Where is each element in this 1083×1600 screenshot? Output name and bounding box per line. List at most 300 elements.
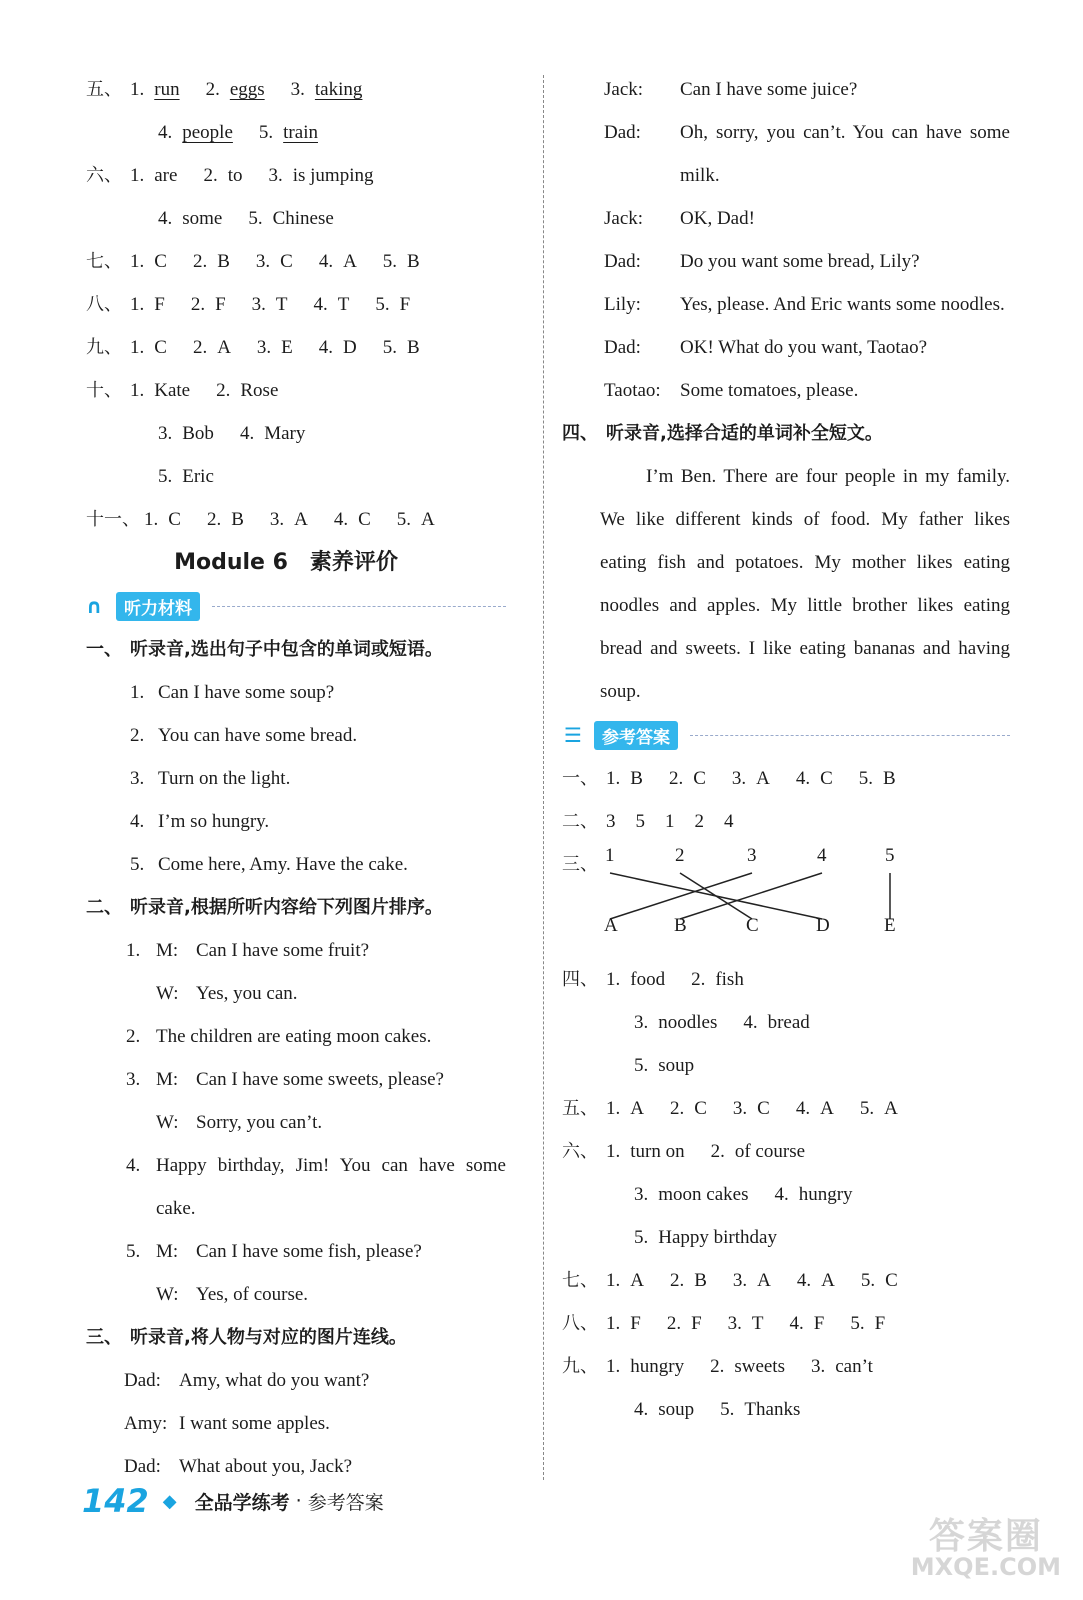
answer-item	[797, 1259, 835, 1302]
item-number: 4.	[774, 1184, 789, 1205]
answer-label: 一、	[562, 768, 598, 789]
section-2-heading	[86, 886, 506, 929]
item-text: F	[691, 1313, 702, 1334]
item-number: 5.	[382, 251, 398, 272]
item-number: 5.	[850, 1313, 865, 1334]
answer-label: 五、	[562, 1098, 598, 1119]
item-number: 2.	[206, 509, 222, 530]
item-text: of course	[734, 1141, 806, 1162]
item-number: 1.	[130, 682, 145, 703]
item-text: can’t	[835, 1356, 873, 1377]
item-number: 4.	[795, 1098, 811, 1119]
item-text: sweets	[734, 1356, 785, 1377]
answer-label: 六、	[86, 165, 122, 186]
matching-lines	[562, 843, 1002, 958]
item-text: run	[154, 79, 180, 100]
item-text: hungry	[798, 1184, 853, 1205]
match-number: 5	[885, 845, 895, 866]
answer-row	[86, 455, 506, 498]
listening-item	[86, 671, 506, 714]
answer-item	[634, 1173, 748, 1216]
item-number: 2.	[669, 1098, 685, 1119]
item-text: C	[693, 768, 706, 789]
listening-line	[86, 1273, 506, 1316]
speaker: M:	[156, 1069, 179, 1090]
answer-row	[562, 1345, 1010, 1388]
dialogue-line	[604, 369, 1010, 412]
speaker: Amy:	[124, 1413, 168, 1434]
answer-item	[240, 412, 305, 455]
item-text: F	[154, 294, 165, 315]
item-text: I’m so hungry.	[158, 811, 270, 832]
answer-item	[259, 111, 318, 154]
answer-item	[606, 958, 665, 1001]
answer-label: 八、	[86, 294, 122, 315]
answer-item	[670, 1259, 707, 1302]
answer-item	[606, 1345, 684, 1388]
line-text: Yes, please. And Eric wants some noodles.	[680, 294, 1005, 315]
listening-item	[86, 757, 506, 800]
answer-label: 九、	[562, 1356, 598, 1377]
section-1-heading	[86, 628, 506, 671]
section-1-list	[86, 671, 506, 886]
line-text: OK, Dad!	[680, 208, 755, 229]
answer-item	[130, 283, 165, 326]
answer-item	[334, 498, 371, 541]
item-number: 3.	[290, 79, 305, 100]
answer-item	[191, 283, 226, 326]
listening-line	[86, 929, 506, 972]
answer-label: 八、	[562, 1313, 598, 1334]
answer-label: 七、	[86, 251, 122, 272]
item-text: Turn on the light.	[158, 768, 291, 789]
line-text: OK! What do you want, Taotao?	[680, 337, 928, 358]
item-number: 5.	[858, 768, 874, 789]
answer-item	[790, 1302, 825, 1345]
match-line	[680, 873, 822, 919]
line-text: Yes, of course.	[196, 1284, 309, 1305]
answer-item	[710, 1345, 785, 1388]
answer-label: 四、	[562, 969, 598, 990]
item-number: 4.	[634, 1399, 649, 1420]
headphones-icon: ∩	[86, 594, 103, 618]
item-text: C	[358, 509, 371, 530]
watermark	[911, 1508, 1061, 1581]
section-3-heading	[86, 1316, 506, 1359]
item-number: 4.	[313, 294, 328, 315]
item-text: B	[217, 251, 230, 272]
item-number: 5.	[396, 509, 412, 530]
item-text: A	[217, 337, 231, 358]
match-number: 1	[605, 845, 615, 866]
module-title	[66, 541, 506, 584]
item-text: are	[154, 165, 178, 186]
line-text: What about you, Jack?	[179, 1456, 353, 1477]
item-number: 1.	[606, 1141, 621, 1162]
item-number: 1.	[606, 1270, 621, 1291]
item-number	[126, 972, 156, 1015]
item-text: C	[820, 768, 833, 789]
answer-label: 十、	[86, 380, 122, 401]
answer-row	[562, 1388, 1010, 1431]
item-text: Bob	[182, 423, 214, 444]
answer-item	[634, 1001, 717, 1044]
item-text: A	[630, 1270, 644, 1291]
item-number: 4.	[743, 1012, 758, 1033]
line-text: I want some apples.	[179, 1413, 330, 1434]
answer-item	[667, 1302, 702, 1345]
answer-item	[130, 240, 167, 283]
speaker: Lily:	[604, 294, 641, 315]
item-number: 1.	[126, 940, 141, 961]
line-text: Amy, what do you want?	[179, 1370, 370, 1391]
item-text: eggs	[229, 79, 265, 100]
item-number: 3.	[732, 1270, 748, 1291]
dialogue-line	[124, 1402, 506, 1445]
item-text: Come here, Amy. Have the cake.	[158, 854, 408, 875]
right-column	[562, 68, 1010, 1431]
section-3-dialogue-left	[86, 1359, 506, 1488]
item-text: to	[227, 165, 243, 186]
item-text: Can I have some soup?	[158, 682, 335, 703]
answer-row	[562, 1302, 1010, 1345]
answer-item	[158, 111, 233, 154]
line-text: Can I have some juice?	[680, 79, 858, 100]
item-text: A	[821, 1270, 835, 1291]
item-number: 3.	[268, 165, 283, 186]
answer-item	[860, 1087, 898, 1130]
item-text: F	[874, 1313, 886, 1334]
item-text: A	[884, 1098, 898, 1119]
item-number: 3.	[634, 1184, 649, 1205]
item-number: 5.	[130, 854, 145, 875]
order-value: 3	[606, 811, 616, 832]
answer-item	[158, 455, 214, 498]
item-text: B	[407, 251, 420, 272]
answer-item	[383, 240, 420, 283]
answer-item	[291, 68, 363, 111]
item-number: 3.	[126, 1069, 141, 1090]
answer-row	[562, 958, 1010, 1001]
speaker: M:	[156, 1241, 179, 1262]
section-4-label: 四、	[562, 423, 598, 444]
answers-tag: 参考答案	[594, 721, 678, 750]
item-number: 2.	[669, 1270, 685, 1291]
answer-item	[383, 326, 420, 369]
dialogue-line	[604, 326, 1010, 369]
answer-item	[850, 1302, 885, 1345]
listening-line	[86, 1015, 506, 1058]
answer-label: 九、	[86, 337, 122, 358]
answer-item	[606, 1302, 641, 1345]
module-subtitle: 素养评价	[309, 550, 398, 575]
listening-item	[86, 714, 506, 757]
answers-banner	[564, 713, 1010, 757]
listening-line	[86, 1058, 506, 1101]
footer-section: 参考答案	[307, 1491, 384, 1514]
answer-row	[562, 1259, 1010, 1302]
item-number: 1.	[130, 251, 145, 272]
match-letter: B	[674, 915, 687, 936]
item-number: 5.	[382, 337, 398, 358]
item-number: 2.	[710, 1356, 725, 1377]
answer-row	[86, 154, 506, 197]
listening-line	[86, 1101, 506, 1144]
answer-row	[86, 68, 506, 111]
book-title: 全品学练考	[194, 1491, 290, 1514]
answer-item	[669, 757, 706, 800]
item-text: T	[337, 294, 350, 315]
dialogue-line	[604, 111, 1010, 197]
line-text: Some tomatoes, please.	[680, 380, 859, 401]
speaker: Jack:	[604, 79, 644, 100]
answer-item	[319, 240, 357, 283]
answer-item	[606, 757, 643, 800]
left-column	[86, 68, 506, 1488]
item-number: 2.	[691, 969, 706, 990]
answer-item	[811, 1345, 873, 1388]
answer-item	[728, 1302, 764, 1345]
item-number: 1.	[130, 380, 145, 401]
listening-item	[86, 843, 506, 886]
item-text: C	[168, 509, 181, 530]
match-number: 3	[747, 845, 757, 866]
answer-row	[86, 326, 506, 369]
banner-dash	[212, 606, 506, 607]
item-text: B	[231, 509, 244, 530]
item-number: 4.	[789, 1313, 804, 1334]
answer-item	[859, 757, 896, 800]
item-number: 3.	[732, 1098, 748, 1119]
answer-item	[158, 197, 222, 240]
page-footer	[82, 1482, 384, 1520]
line-text: Oh, sorry, you can’t. You can have some milk.	[680, 122, 1010, 186]
speaker: W:	[156, 1284, 179, 1305]
line-text: Can I have some fish, please?	[196, 1241, 422, 1262]
answer-row	[562, 1001, 1010, 1044]
line-text: Yes, you can.	[196, 983, 298, 1004]
item-number: 1.	[606, 768, 621, 789]
item-number: 1.	[144, 509, 159, 530]
item-number: 3.	[727, 1313, 742, 1334]
item-number: 2.	[130, 725, 145, 746]
answer-row	[86, 197, 506, 240]
answers-icon: ☰	[564, 723, 582, 747]
item-text: B	[630, 768, 643, 789]
item-number: 3.	[251, 294, 266, 315]
answer-label: 五、	[86, 79, 122, 100]
answer-row	[562, 800, 1010, 843]
dialogue-line	[124, 1359, 506, 1402]
answer-item	[158, 412, 214, 455]
item-text: fish	[715, 969, 744, 990]
answer-item	[207, 498, 244, 541]
item-number: 1.	[130, 79, 145, 100]
match-number: 2	[675, 845, 685, 866]
item-text: hungry	[630, 1356, 685, 1377]
watermark-line-2: MXQE.COM	[910, 1553, 1061, 1581]
item-number: 2.	[192, 337, 208, 358]
matching-answer	[562, 843, 1010, 958]
item-text: soup	[658, 1399, 695, 1420]
speaker: Dad:	[124, 1456, 161, 1477]
item-number: 3.	[269, 509, 285, 530]
item-number: 2.	[203, 165, 218, 186]
item-number: 4.	[130, 811, 145, 832]
item-text: B	[883, 768, 896, 789]
item-number: 5.	[634, 1227, 649, 1248]
item-number: 2.	[668, 768, 684, 789]
answer-item	[130, 68, 180, 111]
answer-label: 三、	[562, 854, 598, 875]
item-number: 2.	[192, 251, 208, 272]
answer-item	[375, 283, 410, 326]
item-text: moon cakes	[658, 1184, 749, 1205]
column-divider	[543, 75, 544, 1480]
item-text: taking	[314, 79, 363, 100]
answer-item	[733, 1259, 771, 1302]
item-text: A	[343, 251, 357, 272]
answer-item	[670, 1087, 707, 1130]
item-text: A	[294, 509, 308, 530]
item-number: 4.	[158, 122, 173, 143]
order-value: 1	[665, 811, 675, 832]
module-6-answers	[562, 757, 1010, 1431]
answer-item	[144, 498, 181, 541]
item-number: 1.	[606, 1313, 621, 1334]
dialogue-line	[604, 197, 1010, 240]
previous-answers	[86, 68, 506, 541]
listening-line	[86, 1144, 506, 1230]
item-text: Rose	[240, 380, 279, 401]
answer-item	[634, 1388, 694, 1431]
section-3-title: 听录音,将人物与对应的图片连线。	[130, 1327, 407, 1348]
item-text: A	[630, 1098, 644, 1119]
item-text: Happy birthday	[658, 1227, 777, 1248]
answer-row	[86, 369, 506, 412]
answer-label: 六、	[562, 1141, 598, 1162]
item-number	[126, 1273, 156, 1316]
page-number: 142	[82, 1482, 149, 1520]
item-text: F	[630, 1313, 641, 1334]
item-number: 1.	[130, 165, 145, 186]
item-text: A	[756, 768, 770, 789]
item-number: 3.	[731, 768, 747, 789]
answer-item	[248, 197, 333, 240]
item-text: A	[820, 1098, 834, 1119]
listening-banner	[86, 584, 506, 628]
item-number: 2.	[126, 1026, 141, 1047]
answer-row	[86, 283, 506, 326]
line-text: Do you want some bread, Lily?	[680, 251, 920, 272]
answer-item	[606, 1087, 644, 1130]
module-name: Module 6	[174, 550, 288, 575]
answer-item	[774, 1173, 852, 1216]
answer-item	[130, 154, 177, 197]
footer-separator: ·	[295, 1490, 302, 1512]
item-number: 5.	[158, 466, 173, 487]
item-number: 2.	[216, 380, 231, 401]
item-number: 5.	[720, 1399, 735, 1420]
line-text: Sorry, you can’t.	[196, 1112, 323, 1133]
answer-item	[130, 326, 167, 369]
answer-row	[86, 498, 506, 541]
speaker: Dad:	[604, 122, 641, 143]
answer-item	[206, 68, 265, 111]
section-3-dialogue-right	[570, 68, 1010, 412]
match-number: 4	[817, 845, 827, 866]
item-text: train	[283, 122, 318, 143]
item-text: bread	[767, 1012, 810, 1033]
order-value: 2	[694, 811, 704, 832]
speaker: W:	[156, 983, 179, 1004]
item-text: A	[421, 509, 435, 530]
item-text: some	[182, 208, 223, 229]
item-number	[126, 1101, 156, 1144]
match-letter: D	[816, 915, 830, 936]
item-text: A	[757, 1270, 771, 1291]
speaker: Dad:	[604, 251, 641, 272]
listening-line	[86, 972, 506, 1015]
watermark-line-1: 答案圈	[928, 1516, 1043, 1557]
item-number: 2.	[190, 294, 206, 315]
banner-dash	[690, 735, 1010, 736]
item-text: Eric	[182, 466, 214, 487]
speaker: Dad:	[604, 337, 641, 358]
speaker: Jack:	[604, 208, 644, 229]
answer-item	[193, 240, 230, 283]
answer-item	[193, 326, 231, 369]
item-number: 3.	[256, 337, 272, 358]
answer-item	[397, 498, 435, 541]
match-letter: A	[604, 915, 618, 936]
answer-item	[314, 283, 350, 326]
item-number: 5.	[248, 208, 263, 229]
answer-row	[562, 1173, 1010, 1216]
section-4-heading	[562, 412, 1010, 455]
item-number: 4.	[318, 251, 334, 272]
item-number: 5.	[859, 1098, 875, 1119]
item-text: Chinese	[272, 208, 334, 229]
item-text: Mary	[264, 423, 306, 444]
item-number: 4.	[239, 423, 255, 444]
item-text: C	[154, 337, 167, 358]
match-line	[610, 873, 752, 919]
section-4-title: 听录音,选择合适的单词补全短文。	[606, 423, 883, 444]
item-text: F	[813, 1313, 825, 1334]
listening-line	[86, 1230, 506, 1273]
answer-item	[732, 757, 770, 800]
item-number: 3.	[810, 1356, 826, 1377]
item-text: T	[751, 1313, 764, 1334]
item-number: 1.	[130, 294, 145, 315]
item-number: 5.	[634, 1055, 649, 1076]
item-number: 4.	[318, 337, 334, 358]
item-text: B	[407, 337, 420, 358]
line-text: Happy birthday, Jim! You can have some cake.	[156, 1155, 506, 1219]
item-number: 4.	[333, 509, 349, 530]
item-text: is jumping	[292, 165, 374, 186]
line-text: Can I have some sweets, please?	[196, 1069, 444, 1090]
item-number: 3.	[130, 768, 145, 789]
answer-item	[203, 154, 242, 197]
answer-item	[268, 154, 373, 197]
diamond-icon: ◆	[162, 1490, 177, 1512]
item-number: 4.	[126, 1155, 141, 1176]
item-number: 4.	[795, 768, 811, 789]
section-1-title: 听录音,选出句子中包含的单词或短语。	[130, 639, 443, 660]
answer-item	[720, 1388, 800, 1431]
